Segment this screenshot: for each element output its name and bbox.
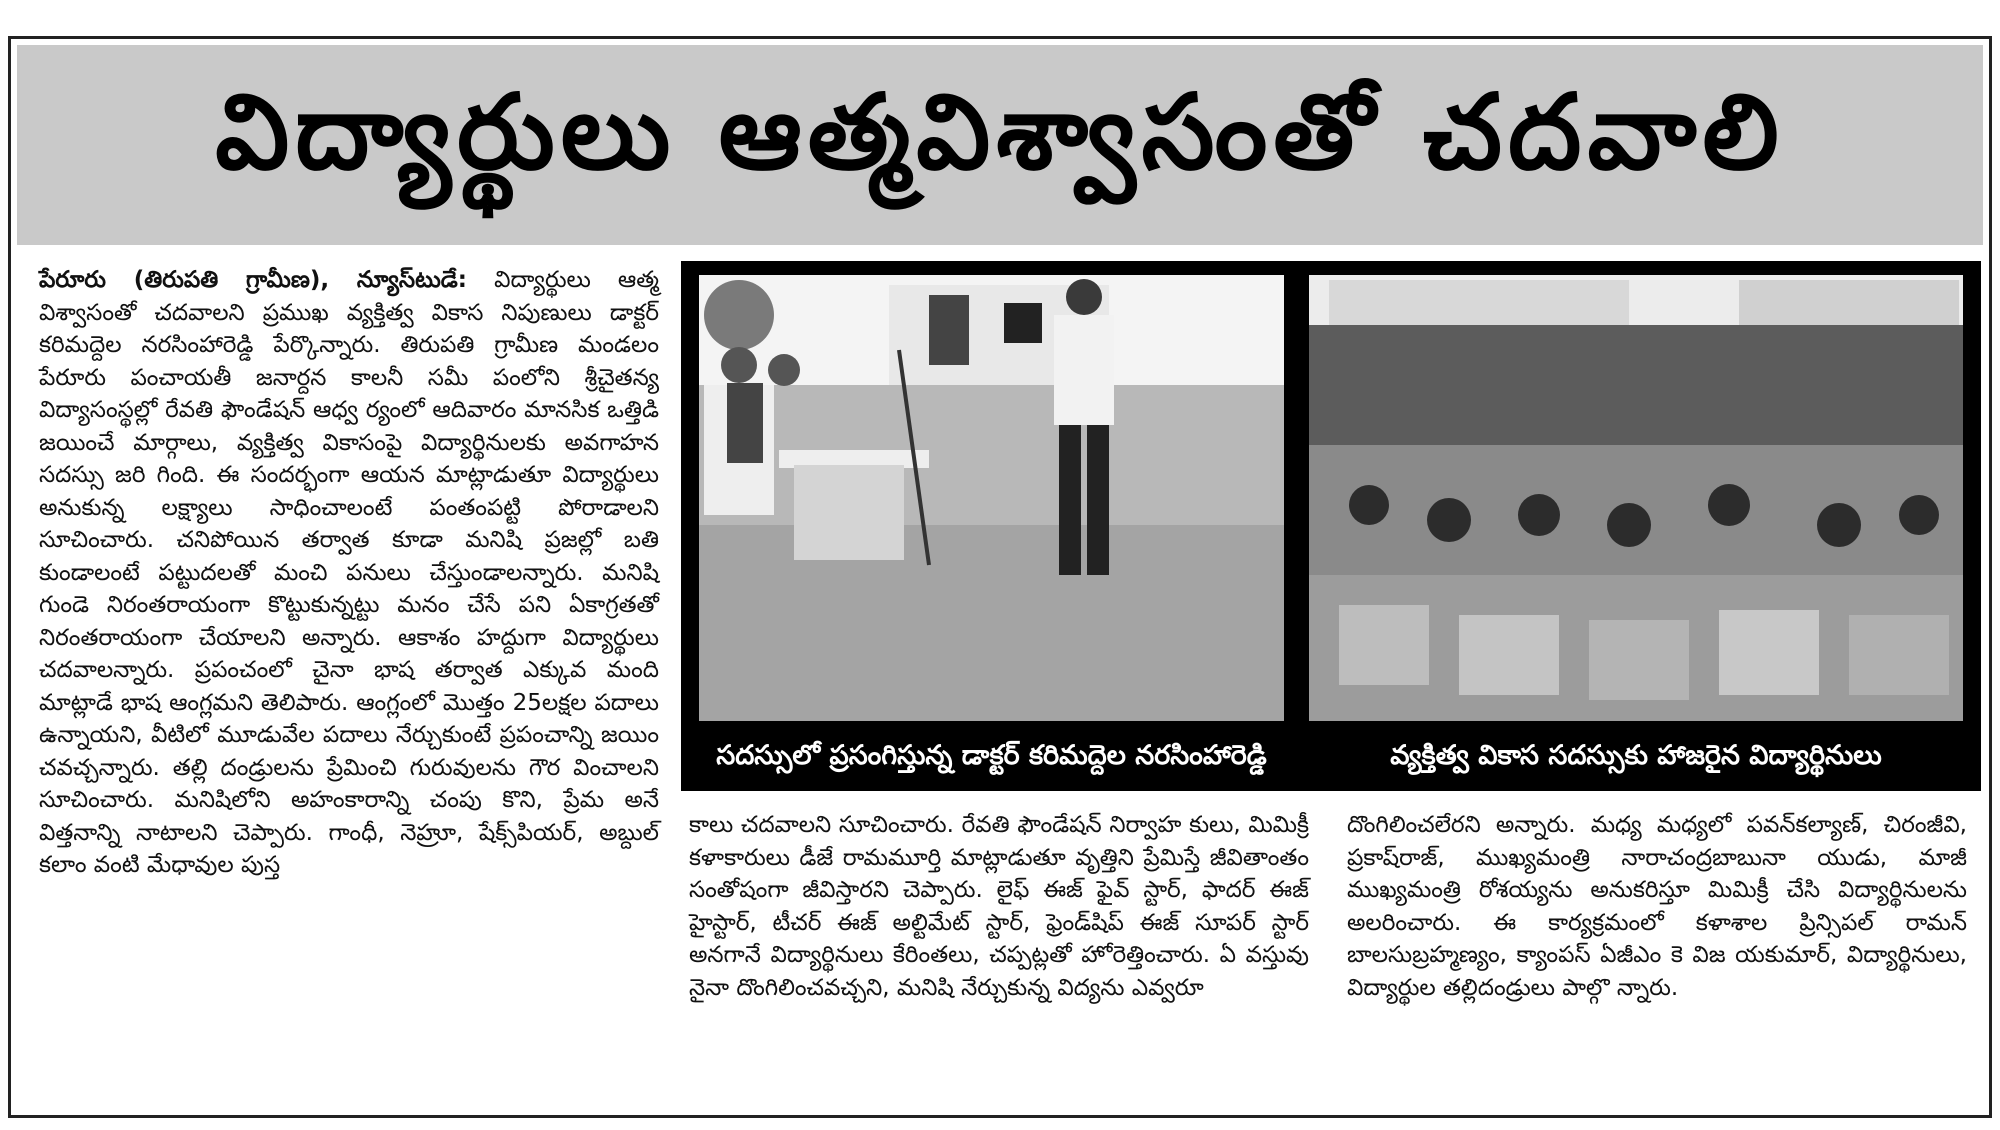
article-column-2: కాలు చదవాలని సూచించారు. రేవతి ఫౌండేషన్ నిర్వాహ కులు, మిమిక్రీ కళాకారులు డీజే రామమూర్తి మాట్లాడుతూ వృత్తిని ప్రేమిస్తే జీవితాంతం సంతోషంగా జీవిస్తారని చెప్పారు. లైఫ్ ఈజ్ ఫైవ్ స్టార్, ఫాదర్ ఈజ్ హైస్టార్, టీచర్ ఈజ్ అల్టిమేట్ స్టార్, ఫ్రెండ్‌షిప్ ఈజ్ సూపర్ స్టార్ అనగానే విద్యార్థినులు కేరింతలు, చప్పట్లతో హోరెత్తించారు. ఏ వస్తువు నైనా దొంగిలించవచ్చని, మనిషి నేర్చుకున్న విద్యను ఎవ్వరూ bbox=[689, 812, 1309, 1001]
article-text-1: విద్యార్థులు ఆత్మ విశ్వాసంతో చదవాలని ప్రముఖ వ్యక్తిత్వ వికాస నిపుణులు డాక్టర్ కరిమద్దెల నరసింహారెడ్డి పేర్కొన్నారు. తిరుపతి గ్రామీణ మండలం పేరూరు పంచాయతీ జనార్దన కాలనీ సమీ పంలోని శ్రీచైతన్య విద్యాసంస్థల్లో రేవతి ఫౌండేషన్ ఆధ్వ ర్యంలో ఆదివారం మానసిక ఒత్తిడి జయించే మార్గాలు, వ్యక్తిత్వ వికాసంపై విద్యార్థినులకు అవగాహన సదస్సు జరి గింది. ఈ సందర్భంగా ఆయన మాట్లాడుతూ విద్యార్థులు అనుకున్న లక్ష్యాలు సాధించాలంటే పంతంపట్టి పోరాడాలని సూచించారు. చనిపోయిన తర్వాత కూడా మనిషి ప్రజల్లో బతి కుండాలంటే పట్టుదలతో మంచి పనులు చేస్తుండాలన్నారు. మనిషి గుండె నిరంతరాయంగా కొట్టుకున్నట్టు మనం చేసే పని ఏకాగ్రతతో నిరంతరాయంగా చేయాలని అన్నారు. ఆకాశం హద్దుగా విద్యార్థులు చదవాలన్నారు. ప్రపంచంలో చైనా భాష తర్వాత ఎక్కువ మంది మాట్లాడే భాష ఆంగ్లమని తెలిపారు. ఆంగ్లంలో మొత్తం 25లక్షల పదాలు ఉన్నాయని, వీటిలో మూడువేల పదాలు నేర్చుకుంటే ప్రపంచాన్ని జయిం చవచ్చన్నారు. తల్లి దండ్రులను ప్రేమించి గురువులను గౌర వించాలని సూచించారు. మనిషిలోని అహంకారాన్ని చంపు కొని, ప్రేమ అనే విత్తనాన్ని నాటాలని చెప్పారు. గాంధీ, నెహ్రూ, షేక్స్‌పియర్, అబ్దుల్ కలాం వంటి మేధావుల పుస్త bbox=[39, 267, 659, 878]
article-column-3: దొంగిలించలేరని అన్నారు. మధ్య మధ్యలో పవన్‌కల్యాణ్, చిరంజీవి, ప్రకాష్‌రాజ్, ముఖ్యమంత్రి నారాచంద్రబాబునా యుడు, మాజీ ముఖ్యమంత్రి రోశయ్యను అనుకరిస్తూ మిమిక్రీ చేసి విద్యార్థినులను అలరించారు. ఈ కార్యక్రమంలో కళాశాల ప్రిన్సిపల్ రామన్ బాలసుబ్రహ్మణ్యం, క్యాంపస్ ఏజీఎం కె విజ యకుమార్, విద్యార్థినులు, విద్యార్థుల తల్లిదండ్రులు పాల్గొ న్నారు. bbox=[1347, 812, 1967, 1001]
headline-banner bbox=[17, 45, 1983, 245]
audience-photo bbox=[1309, 275, 1963, 721]
headline: విద్యార్థులు ఆత్మవిశ్వాసంతో చదవాలి bbox=[215, 71, 1785, 193]
audience-photo-caption: వ్యక్తిత్వ వికాస సదస్సుకు హాజరైన విద్యార్థినులు bbox=[1390, 740, 1882, 771]
audience-photo-image bbox=[1309, 275, 1963, 721]
speaker-photo-caption: సదస్సులో ప్రసంగిస్తున్న డాక్టర్ కరిమద్దెల నరసింహారెడ్డి bbox=[716, 740, 1267, 771]
photo-panel bbox=[681, 261, 1981, 791]
newspaper-clipping bbox=[8, 36, 1992, 1118]
speaker-photo bbox=[699, 275, 1284, 721]
dateline: పేరూరు (తిరుపతి గ్రామీణ), న్యూస్‌టుడే: bbox=[39, 267, 468, 293]
speaker-photo-image bbox=[699, 275, 1284, 721]
article-column-1 bbox=[39, 264, 659, 882]
